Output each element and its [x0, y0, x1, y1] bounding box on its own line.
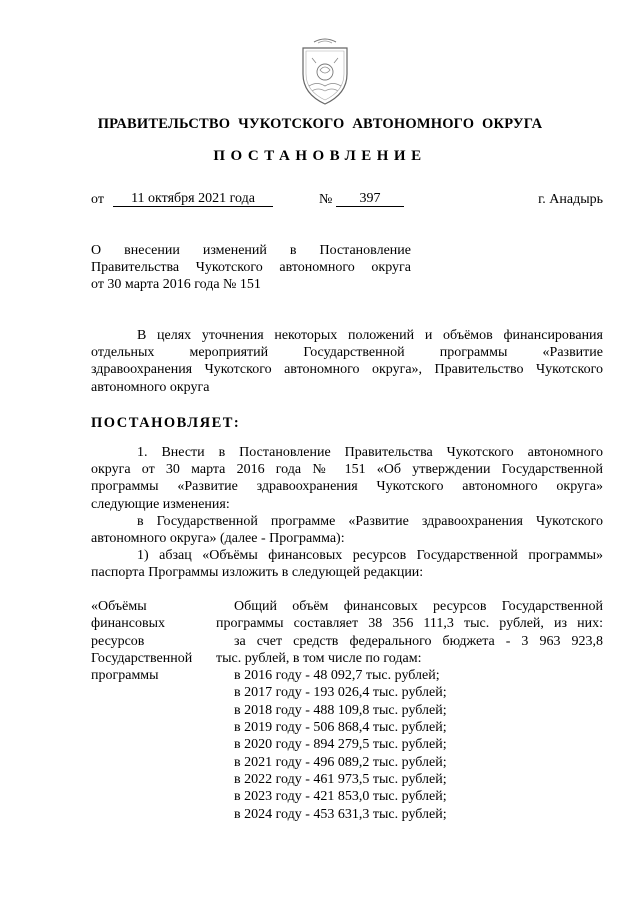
value-line: за счет средств федерального бюджета - 3 963 923,8	[234, 633, 603, 649]
label-line: «Объёмы	[91, 599, 147, 614]
preamble-line: В целях уточнения некоторых положений и объёмов финансирования	[137, 328, 603, 343]
year-line: в 2016 году - 48 092,7 тыс. рублей;	[234, 668, 440, 684]
year-line: в 2022 году - 461 973,5 тыс. рублей;	[234, 771, 447, 787]
document-type: ПОСТАНОВЛЕНИЕ	[213, 148, 427, 164]
value-line: программы составляет 38 356 111,3 тыс. рублей, из них:	[216, 616, 603, 632]
city: г. Анадырь	[538, 192, 603, 207]
clauses	[91, 444, 603, 582]
preamble-line: отдельных мероприятий Государственной программы «Развитие	[91, 345, 603, 361]
clause-line: автономного округа» (далее - Программа):	[91, 531, 345, 547]
year-line: в 2018 году - 488 109,8 тыс. рублей;	[234, 702, 447, 718]
value-line: Общий объём финансовых ресурсов Государственной	[234, 599, 603, 614]
preamble	[91, 327, 603, 396]
subject-line: Правительства Чукотского автономного округа	[91, 260, 411, 275]
label-line: программы	[91, 668, 159, 684]
coat-of-arms-emblem	[300, 34, 350, 106]
clause-line: в Государственной программе «Развитие здравоохранения Чукотского	[137, 513, 603, 529]
label-line: ресурсов	[91, 633, 145, 649]
subject-line: О внесении изменений в Постановление	[91, 243, 411, 258]
clause-line: 1) абзац «Объёмы финансовых ресурсов Государственной программы»	[137, 548, 603, 564]
from-label: от	[91, 192, 104, 207]
clause-line: программы «Развитие здравоохранения Чукотского автономного округа»	[91, 479, 603, 495]
clause-line: паспорта Программы изложить в следующей редакции:	[91, 565, 424, 581]
government-title: ПРАВИТЕЛЬСТВО ЧУКОТСКОГО АВТОНОМНОГО ОКРУГА	[97, 116, 543, 132]
clause-line: 1. Внести в Постановление Правительства Чукотского автономного	[137, 445, 603, 460]
document-date: 11 октября 2021 года	[131, 191, 255, 206]
year-line: в 2021 году - 496 089,2 тыс. рублей;	[234, 754, 447, 770]
number-label: №	[319, 192, 333, 207]
passport-label-cell	[91, 598, 216, 684]
year-line: в 2017 году - 193 026,4 тыс. рублей;	[234, 685, 447, 701]
value-line: тыс. рублей, в том числе по годам:	[216, 650, 422, 666]
year-line: в 2020 году - 894 279,5 тыс. рублей;	[234, 737, 447, 753]
clause-line: округа от 30 марта 2016 года № 151 «Об утверждении Государственной	[91, 462, 603, 478]
label-line: финансовых	[91, 616, 165, 632]
passport-value-cell	[216, 598, 603, 823]
clause-line: следующие изменения:	[91, 496, 230, 512]
year-line: в 2024 году - 453 631,3 тыс. рублей;	[234, 806, 447, 822]
year-line: в 2023 году - 421 853,0 тыс. рублей;	[234, 789, 447, 805]
preamble-line: автономного округа	[91, 379, 210, 395]
preamble-line: здравоохранения Чукотского автономного округа», Правительство Чукотского	[91, 362, 603, 378]
label-line: Государственной	[91, 650, 193, 666]
year-line: в 2019 году - 506 868,4 тыс. рублей;	[234, 720, 447, 736]
document-subject	[91, 242, 411, 293]
subject-line: от 30 марта 2016 года № 151	[91, 277, 261, 292]
document-meta-row	[91, 192, 603, 212]
decree-word: ПОСТАНОВЛЯЕТ:	[91, 415, 241, 431]
document-number: 397	[359, 191, 381, 206]
